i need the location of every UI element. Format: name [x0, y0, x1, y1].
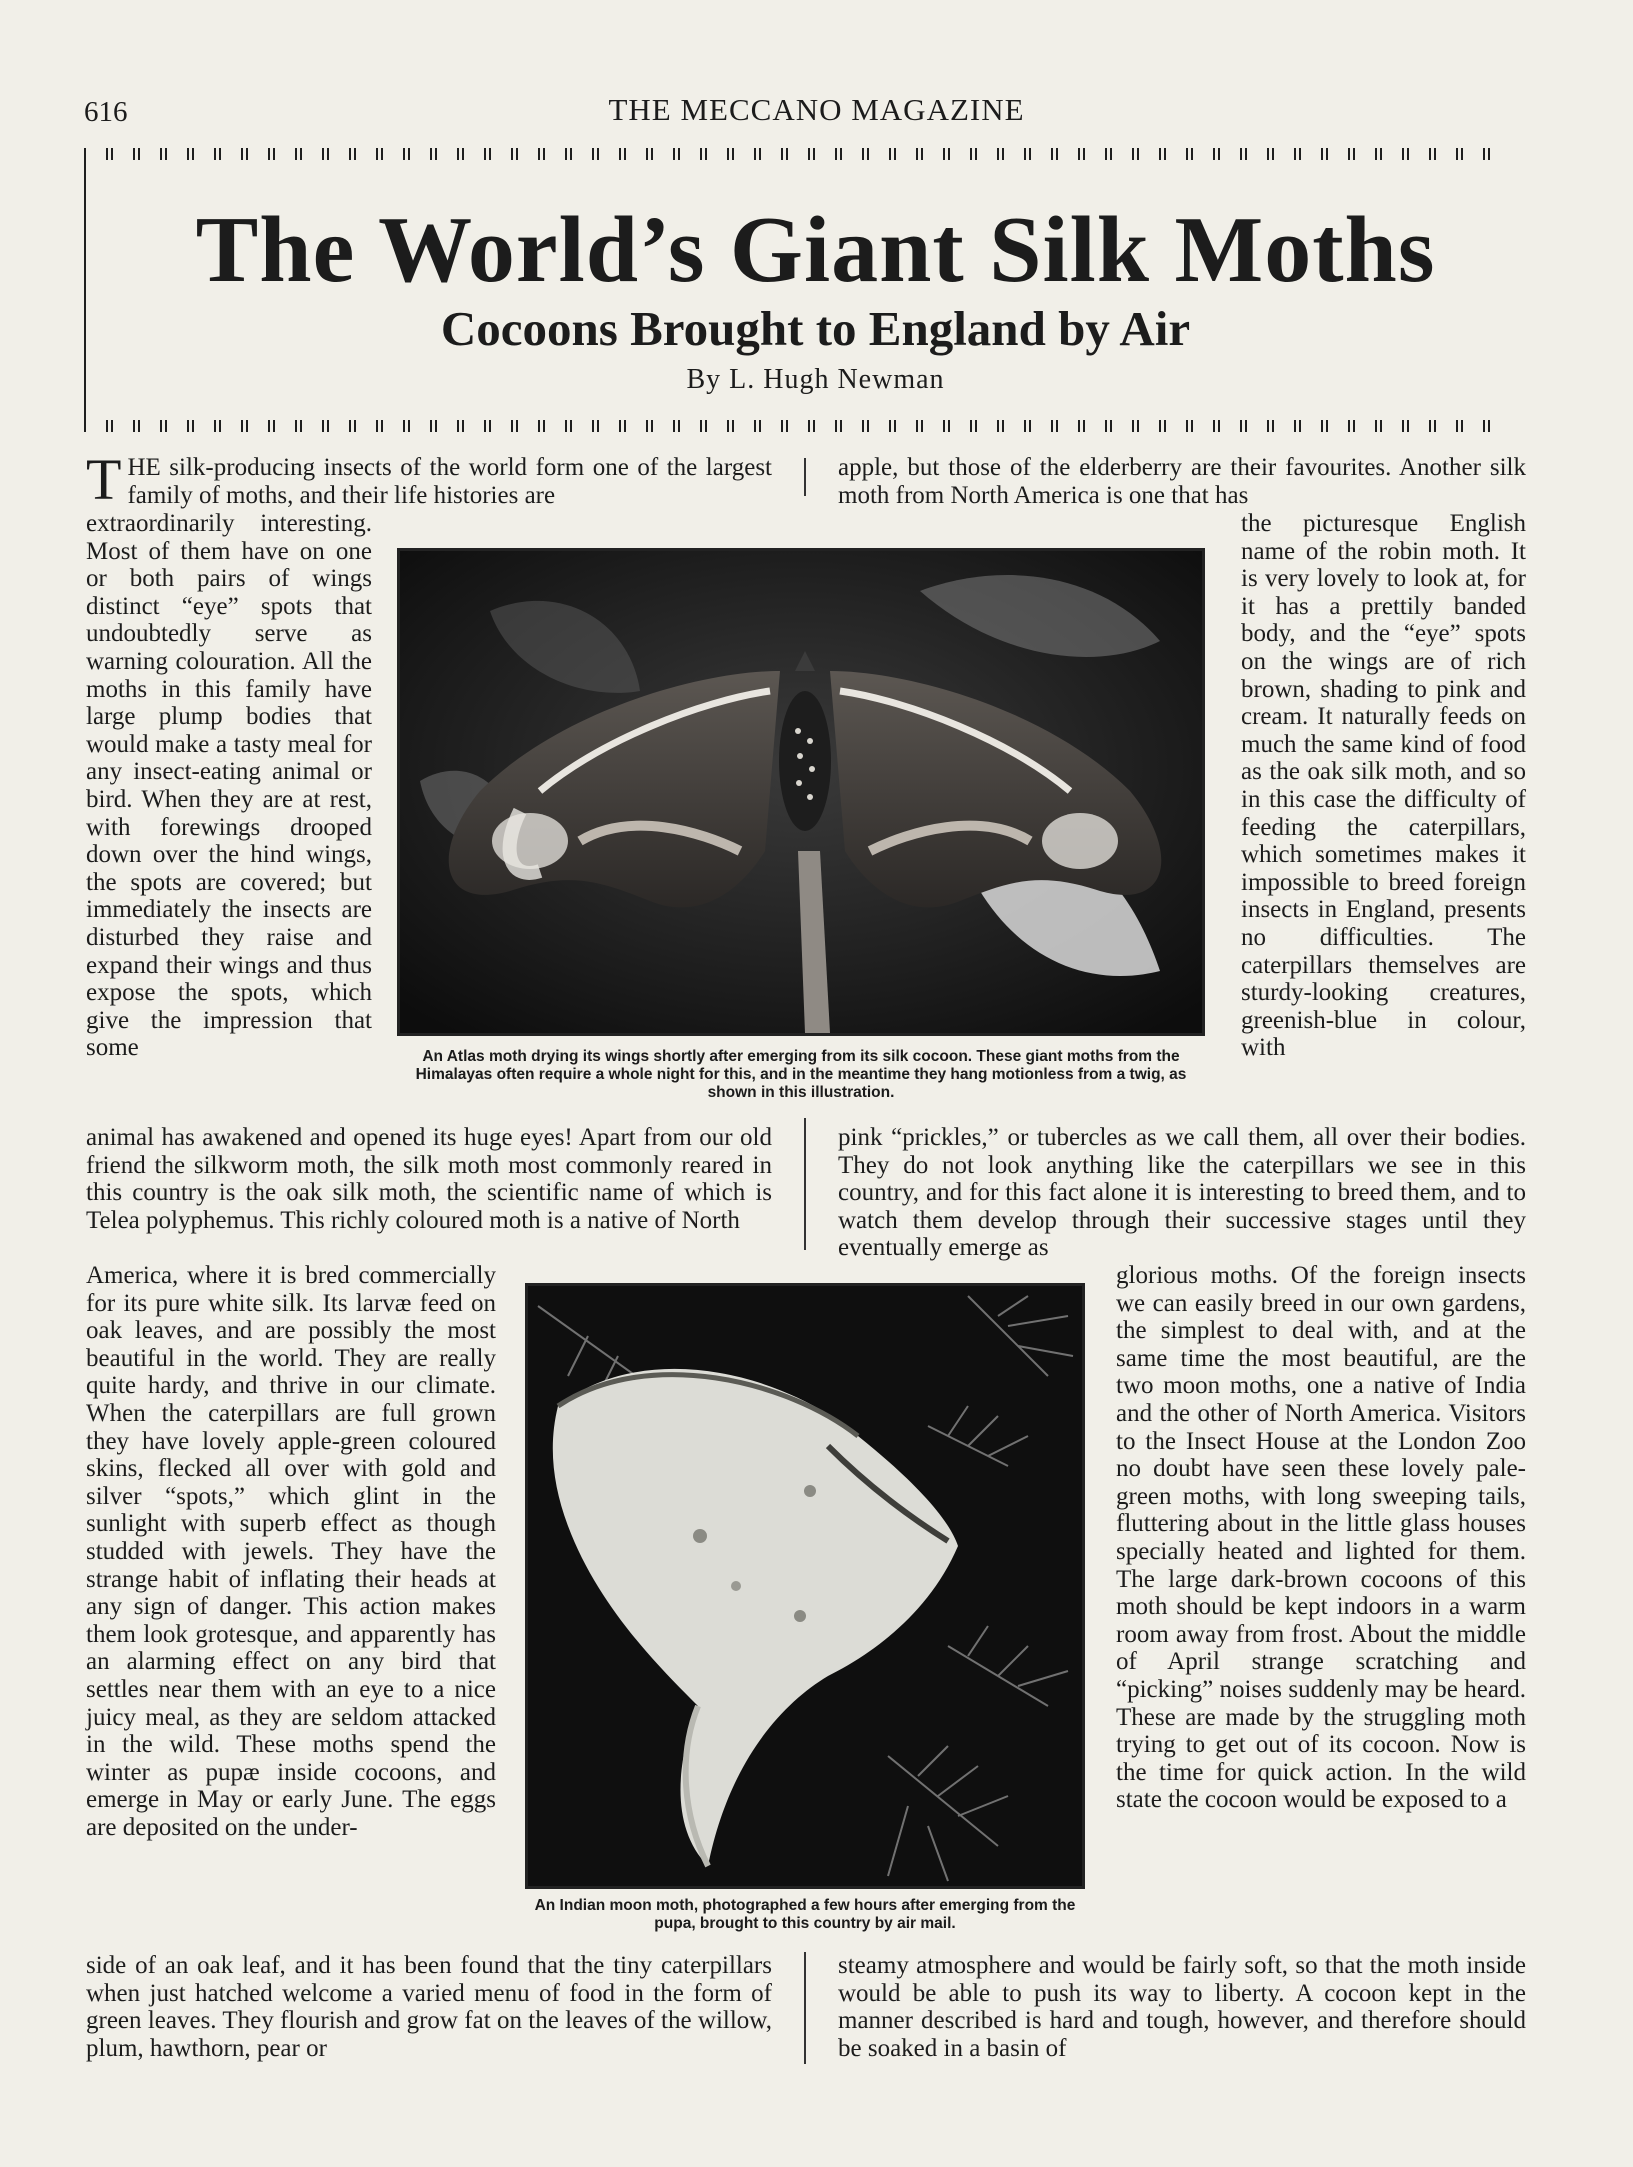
page-number: 616	[84, 96, 128, 128]
text-run: side of an oak leaf, and it has been found that the tiny caterpillars when just hatched welcome a varied menu of food in the form of green leaves. They flourish and grow fat on the leaves of the willow, plum, hawthorn, pear or	[86, 1952, 772, 2062]
body-paragraph-opening	[86, 447, 772, 512]
article-title: The World’s Giant Silk Moths	[195, 198, 1436, 302]
column-rule	[804, 458, 806, 496]
text-run: animal has awakened and opened its huge eyes! Apart from our old friend the silkworm moth, the silk moth most commonly reared in this country is the oak silk moth, the scientific name of which is Telea polyphemus. This richly coloured moth is a native of North	[86, 1124, 772, 1234]
body-paragraph-robin-moth	[1241, 510, 1526, 1062]
body-paragraph-eyespots	[86, 510, 372, 1062]
text-run: pink “prickles,” or tubercles as we call them, all over their bodies. They do not look anything like the caterpillars we see in this country, and for this fact alone it is interesting to breed them, and to watch them develop through their successive stages until they eventually emerge as	[838, 1124, 1526, 1262]
body-paragraph-prickles	[838, 1124, 1526, 1262]
body-paragraph-larvae	[86, 1262, 496, 1841]
article-byline: By L. Hugh Newman	[686, 364, 945, 395]
drop-cap: T	[86, 447, 122, 512]
article-subtitle: Cocoons Brought to England by Air	[440, 301, 1191, 356]
moon-moth-photo	[525, 1283, 1085, 1889]
text-run: apple, but those of the elderberry are their favourites. Another silk moth from North America is one that has	[838, 454, 1526, 509]
text-run: HE silk-producing insects of the world form one of the largest family of moths, and their life histories are	[127, 454, 772, 509]
moon-moth-caption: An Indian moon moth, photographed a few hours after emerging from the pupa, brought to this country by air mail.	[534, 1897, 1076, 1932]
text-run: America, where it is bred commercially for its pure white silk. Its larvæ feed on oak leaves, and are possibly the most beautiful in the world. They are really quite hardy, and thrive in our climate. When the caterpillars are full grown they have lovely apple-green coloured skins, flecked all over with gold and silver “spots,” which glint in the sunlight with superb effect as though studded with jewels. They have the strange habit of inflating their heads at any sign of danger. This action makes them look grotesque, and apparently has an alarming effect on any bird that settles near them with an eye to a nice juicy meal, as they are seldom attacked in the wild. These moths spend the winter as pupæ inside cocoons, and emerge in May or early June. The eggs are deposited on the under-	[86, 1262, 496, 1841]
body-paragraph-cocoon	[838, 1952, 1526, 2062]
body-paragraph-moon-moths	[1116, 1262, 1526, 1814]
moon-moth-illustration	[528, 1286, 1082, 1886]
text-run: extraordinarily interesting. Most of them have on one or both pairs of wings distinct “eye” spots that undoubtedly serve as warning colouration. All the moths in this family have large plump bodies that would make a tasty meal for any insect-eating animal or bird. When they are at rest, with forewings drooped down over the hind wings, the spots are covered; but immediately the insects are disturbed they raise and expand their wings and thus expose the spots, which give the impression that some	[86, 510, 372, 1062]
text-run: the picturesque English name of the robin moth. It is very lovely to look at, for it has a prettily banded body, and the “eye” spots on the wings are of rich brown, shading to pink and cream. It naturally feeds on much the same kind of food as the oak silk moth, and so in this case the difficulty of feeding the caterpillars, which sometimes makes it impossible to breed foreign insects in England, presents no difficulties. The caterpillars themselves are sturdy-looking creatures, greenish-blue in colour, with	[1241, 510, 1526, 1062]
text-run: glorious moths. Of the foreign insects we can easily breed in our own gardens, the simplest to deal with, and at the same time the most beautiful, are the two moon moths, one a native of India and the other of North America. Visitors to the Insect House at the London Zoo no doubt have seen these lovely pale-green moths, with long sweeping tails, fluttering about in the little glass houses specially heated and lighted for them. The large dark-brown cocoons of this moth should be kept indoors in a warm room away from frost. About the middle of April strange scratching and “picking” noises suddenly may be heard. These are made by the struggling moth trying to get out of its cocoon. Now is the time for quick action. In the wild state the cocoon would be exposed to a	[1116, 1262, 1526, 1814]
text-run: steamy atmosphere and would be fairly soft, so that the moth inside would be able to push its way to liberty. A cocoon kept in the manner described is hard and tough, however, and therefore should be soaked in a basin of	[838, 1952, 1526, 2062]
atlas-moth-caption: An Atlas moth drying its wings shortly after emerging from its silk cocoon. These giant moths from the Himalayas often require a whole night for this, and in the meantime they hang motionless from a twig, as shown in this illustration.	[415, 1048, 1187, 1101]
atlas-moth-illustration	[400, 551, 1202, 1033]
column-rule	[804, 1118, 806, 1250]
column-rule	[804, 1952, 806, 2064]
body-paragraph-food	[86, 1952, 772, 2062]
atlas-moth-photo	[397, 548, 1205, 1036]
magazine-title: THE MECCANO MAGAZINE	[608, 92, 1025, 127]
body-paragraph-oak-moth	[86, 1124, 772, 1234]
body-paragraph-elderberry	[838, 454, 1526, 509]
